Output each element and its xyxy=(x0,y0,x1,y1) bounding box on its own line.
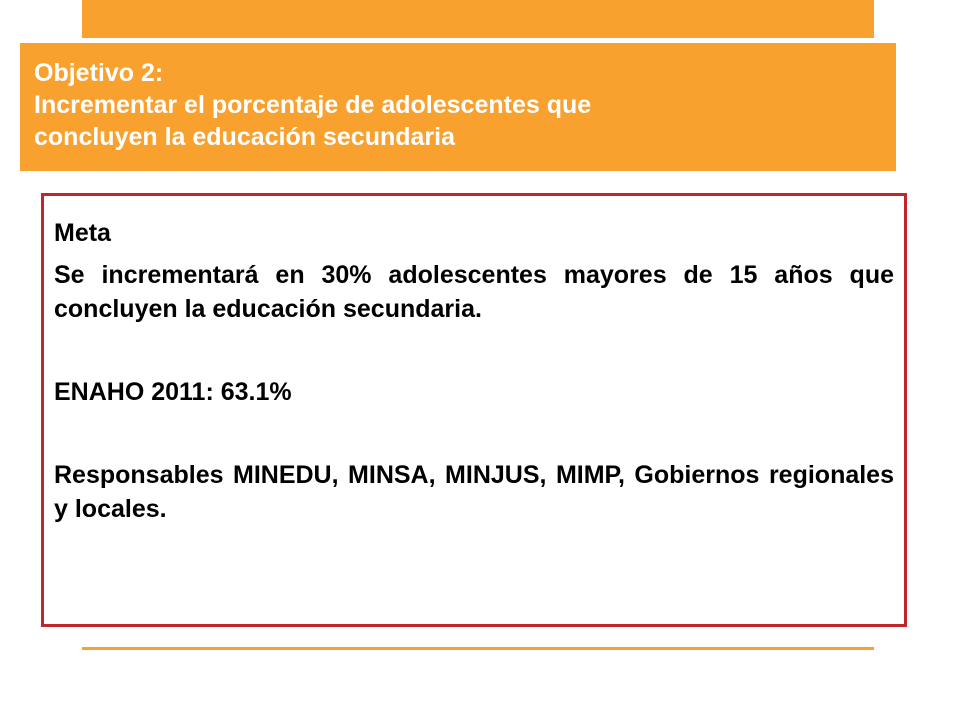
content-box xyxy=(41,193,907,627)
title-line-2: Incrementar el porcentaje de adolescentes que xyxy=(34,91,592,119)
enaho-value: ENAHO 2011: 63.1% xyxy=(54,378,292,406)
title-line-1: Objetivo 2: xyxy=(34,59,164,87)
title-box xyxy=(20,43,896,171)
bottom-decorative-line xyxy=(82,647,874,650)
meta-text: Se incrementará en 30% adolescentes mayores de 15 años que concluyen la educación secundaria. xyxy=(54,261,894,323)
title-line-3: concluyen la educación secundaria xyxy=(34,123,455,151)
responsables-text: Responsables MINEDU, MINSA, MINJUS, MIMP, Gobiernos regionales y locales. xyxy=(54,461,894,523)
top-decorative-band xyxy=(82,0,874,38)
meta-heading: Meta xyxy=(54,219,111,247)
